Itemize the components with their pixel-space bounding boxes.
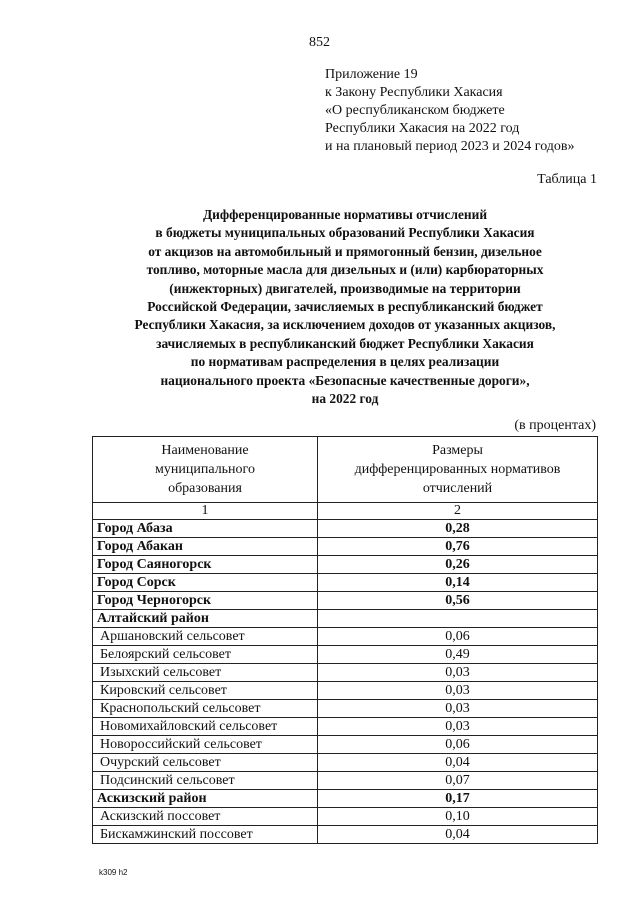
municipality-name: Очурский сельсовет — [93, 754, 318, 772]
title-line: национального проекта «Безопасные качественные дороги», — [160, 372, 530, 388]
table-row — [93, 700, 598, 718]
header-line: образования — [168, 481, 242, 496]
units-note: (в процентах) — [514, 418, 596, 433]
municipality-name: Подсинский сельсовет — [93, 772, 318, 790]
table-row — [93, 664, 598, 682]
norm-value: 0,03 — [318, 718, 598, 736]
table-row — [93, 754, 598, 772]
table-row — [93, 628, 598, 646]
municipality-name: Кировский сельсовет — [93, 682, 318, 700]
norm-value: 0,03 — [318, 700, 598, 718]
column-number: 2 — [318, 503, 598, 520]
title-line: по нормативам распределения в целях реализации — [190, 354, 500, 370]
table-row — [93, 718, 598, 736]
norm-value: 0,07 — [318, 772, 598, 790]
title-line: топливо, моторные масла для дизельных и (или) карбюраторных — [146, 262, 544, 278]
header-line: муниципального — [155, 462, 255, 477]
appendix-line: «О республиканском бюджете — [325, 103, 505, 118]
table-label: Таблица 1 — [537, 172, 597, 187]
norm-value: 0,17 — [318, 790, 598, 808]
norm-value: 0,49 — [318, 646, 598, 664]
municipality-name: Город Абаза — [93, 520, 318, 538]
table-row — [93, 646, 598, 664]
table-row — [93, 592, 598, 610]
table-row — [93, 610, 598, 628]
table-row — [93, 772, 598, 790]
table-row — [93, 808, 598, 826]
title-line: Дифференцированные нормативы отчислений — [202, 207, 488, 222]
header-line: дифференцированных нормативов — [354, 462, 561, 477]
municipality-name: Город Абакан — [93, 538, 318, 556]
title-line: в бюджеты муниципальных образований Республики Хакасия — [155, 225, 535, 241]
norm-value: 0,06 — [318, 736, 598, 754]
municipality-name: Бискамжинский поссовет — [93, 826, 318, 844]
header-norm-size — [318, 437, 598, 503]
appendix-line: Приложение 19 — [325, 67, 418, 82]
table-row — [93, 736, 598, 754]
table-row — [93, 556, 598, 574]
municipality-name: Краснопольский сельсовет — [93, 700, 318, 718]
title-line: Республики Хакасия, за исключением доходов от указанных акцизов, — [134, 317, 556, 333]
norm-value: 0,03 — [318, 664, 598, 682]
table-body — [93, 520, 598, 844]
header-line: Размеры — [432, 443, 483, 458]
table-row — [93, 520, 598, 538]
municipality-name: Город Саяногорск — [93, 556, 318, 574]
appendix-line: Республики Хакасия на 2022 год — [325, 121, 520, 136]
table-row — [93, 682, 598, 700]
norm-value: 0,04 — [318, 754, 598, 772]
norm-value — [318, 610, 598, 628]
norm-value: 0,26 — [318, 556, 598, 574]
title-line: (инжекторных) двигателей, производимые на территории — [169, 280, 521, 296]
municipality-name: Город Сорск — [93, 574, 318, 592]
table-row — [93, 574, 598, 592]
municipality-name: Новороссийский сельсовет — [93, 736, 318, 754]
municipality-name: Алтайский район — [93, 610, 318, 628]
title-line: на 2022 год — [311, 391, 379, 407]
norm-value: 0,28 — [318, 520, 598, 538]
municipality-name: Изыхский сельсовет — [93, 664, 318, 682]
header-municipality — [93, 437, 318, 503]
norm-value: 0,03 — [318, 682, 598, 700]
table-row — [93, 826, 598, 844]
appendix-line: и на плановый период 2023 и 2024 годов» — [325, 139, 575, 154]
norm-value: 0,14 — [318, 574, 598, 592]
norm-value: 0,76 — [318, 538, 598, 556]
table-row — [93, 538, 598, 556]
municipality-name: Аскизский поссовет — [93, 808, 318, 826]
title-line: от акцизов на автомобильный и прямогонный бензин, дизельное — [148, 243, 542, 259]
norms-table — [92, 436, 598, 844]
municipality-name: Город Черногорск — [93, 592, 318, 610]
column-number: 1 — [93, 503, 318, 520]
page-number: 852 — [309, 35, 330, 50]
municipality-name: Белоярский сельсовет — [93, 646, 318, 664]
header-line: отчислений — [422, 481, 493, 496]
norm-value: 0,10 — [318, 808, 598, 826]
title-line: Российской Федерации, зачисляемых в республиканский бюджет — [147, 299, 543, 315]
norm-value: 0,56 — [318, 592, 598, 610]
appendix-line: к Закону Республики Хакасия — [325, 85, 503, 100]
column-number-row — [93, 503, 598, 520]
norm-value: 0,06 — [318, 628, 598, 646]
table-row — [93, 790, 598, 808]
norm-value: 0,04 — [318, 826, 598, 844]
title-line: зачисляемых в республиканский бюджет Республики Хакасия — [156, 335, 534, 351]
appendix-block — [325, 66, 575, 156]
document-title — [60, 206, 630, 408]
header-line: Наименование — [161, 443, 249, 458]
municipality-name: Новомихайловский сельсовет — [93, 718, 318, 736]
municipality-name: Аршановский сельсовет — [93, 628, 318, 646]
footer-code: k309 h2 — [99, 868, 128, 877]
table-header-row — [93, 437, 598, 503]
municipality-name: Аскизский район — [93, 790, 318, 808]
